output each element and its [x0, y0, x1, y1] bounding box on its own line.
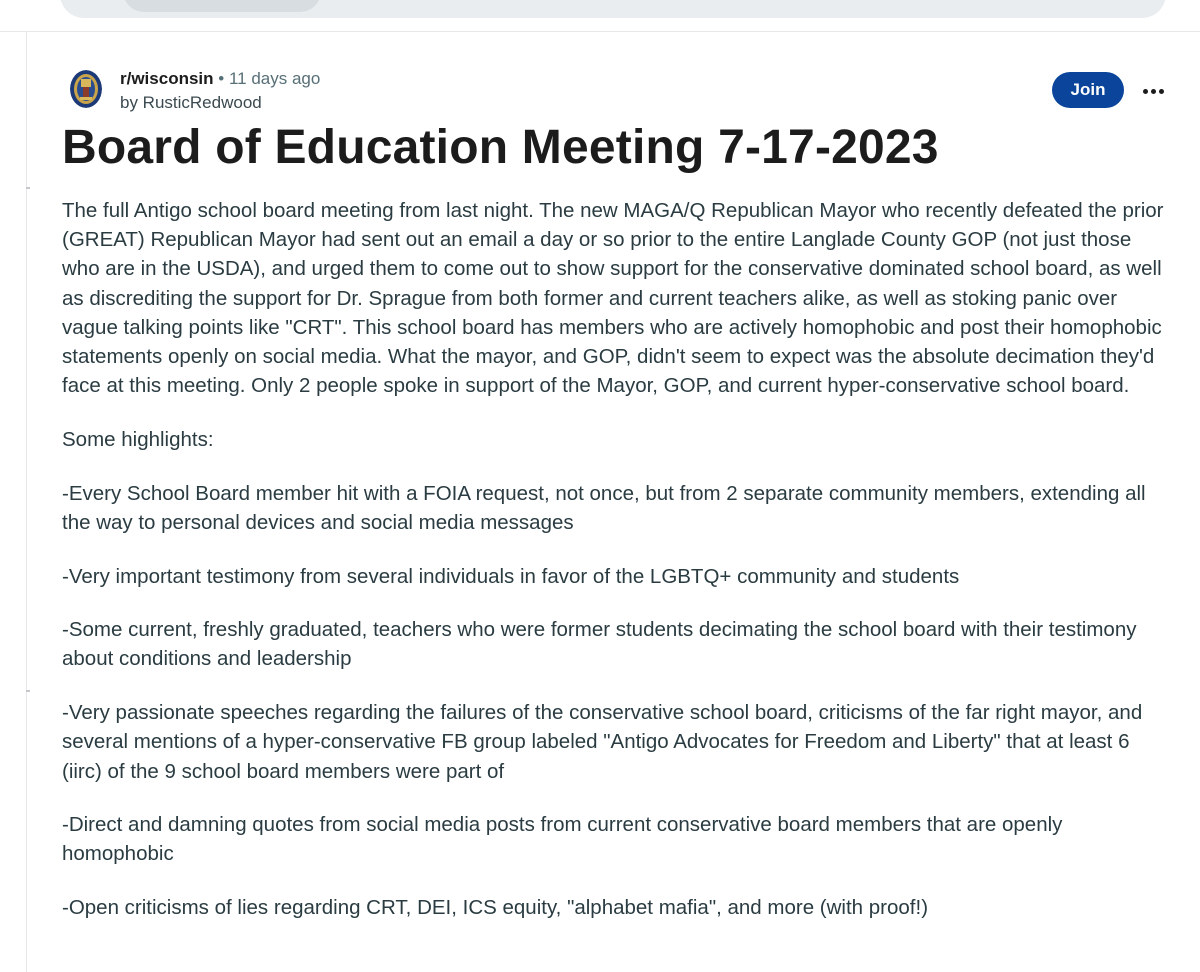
wisconsin-seal-icon[interactable] [70, 70, 102, 108]
post-paragraph: -Open criticisms of lies regarding CRT, DEI, ICS equity, "alphabet mafia", and more (with proof!) [62, 896, 929, 920]
author-link[interactable]: by RusticRedwood [120, 93, 262, 112]
header-divider [0, 31, 1200, 32]
left-rail [26, 32, 27, 972]
post-meta [120, 67, 320, 115]
post-paragraph: -Some current, freshly graduated, teachers who were former students decimating the school board with their testimony about conditions and leadership [62, 618, 1137, 671]
post-paragraph: -Every School Board member hit with a FOIA request, not once, but from 2 separate community members, extending all the way to personal devices and social media messages [62, 481, 1146, 534]
post-paragraph: The full Antigo school board meeting from last night. The new MAGA/Q Republican Mayor who recently defeated the prior (GREAT) Republican Mayor had sent out an email a day or so prior to the entire Langlade County GOP (not just those who are in the USDA), and urged them to come out to show support for the conservative dominated school board, as well as discrediting the support for Dr. Sprague from both former and current teachers alike, as well as stoking panic over vague talking points like "CRT". This school board has members who are actively homophobic and post their homophobic statements openly on social media. What the mayor, and GOP, didn't seem to expect was the absolute decimation they'd face at this meeting. Only 2 people spoke in support of the Mayor, GOP, and current hyper-conservative school board. [62, 199, 1164, 398]
join-button[interactable]: Join [1052, 72, 1124, 108]
meta-separator: • [218, 69, 225, 88]
rail-marker [26, 690, 30, 692]
post-paragraph: -Direct and damning quotes from social media posts from current conservative board members that are openly homophobic [62, 813, 1063, 866]
post-title: Board of Education Meeting 7-17-2023 [62, 121, 939, 174]
subreddit-link[interactable]: r/wisconsin [120, 69, 214, 88]
post-paragraph: -Very passionate speeches regarding the failures of the conservative school board, criticisms of the far right mayor, and several mentions of a hyper-conservative FB group labeled "Antigo Advocates for Freedom and Liberty" that at least 6 (iirc) of the 9 school board members were part of [62, 701, 1143, 783]
post-timestamp: 11 days ago [228, 69, 321, 88]
post-body [62, 196, 1172, 947]
rail-marker [26, 187, 30, 189]
post-paragraph: Some highlights: [62, 427, 214, 451]
more-options-icon[interactable] [1138, 76, 1168, 106]
search-chip[interactable] [123, 0, 321, 12]
post-paragraph: -Very important testimony from several individuals in favor of the LGBTQ+ community and students [62, 564, 960, 588]
